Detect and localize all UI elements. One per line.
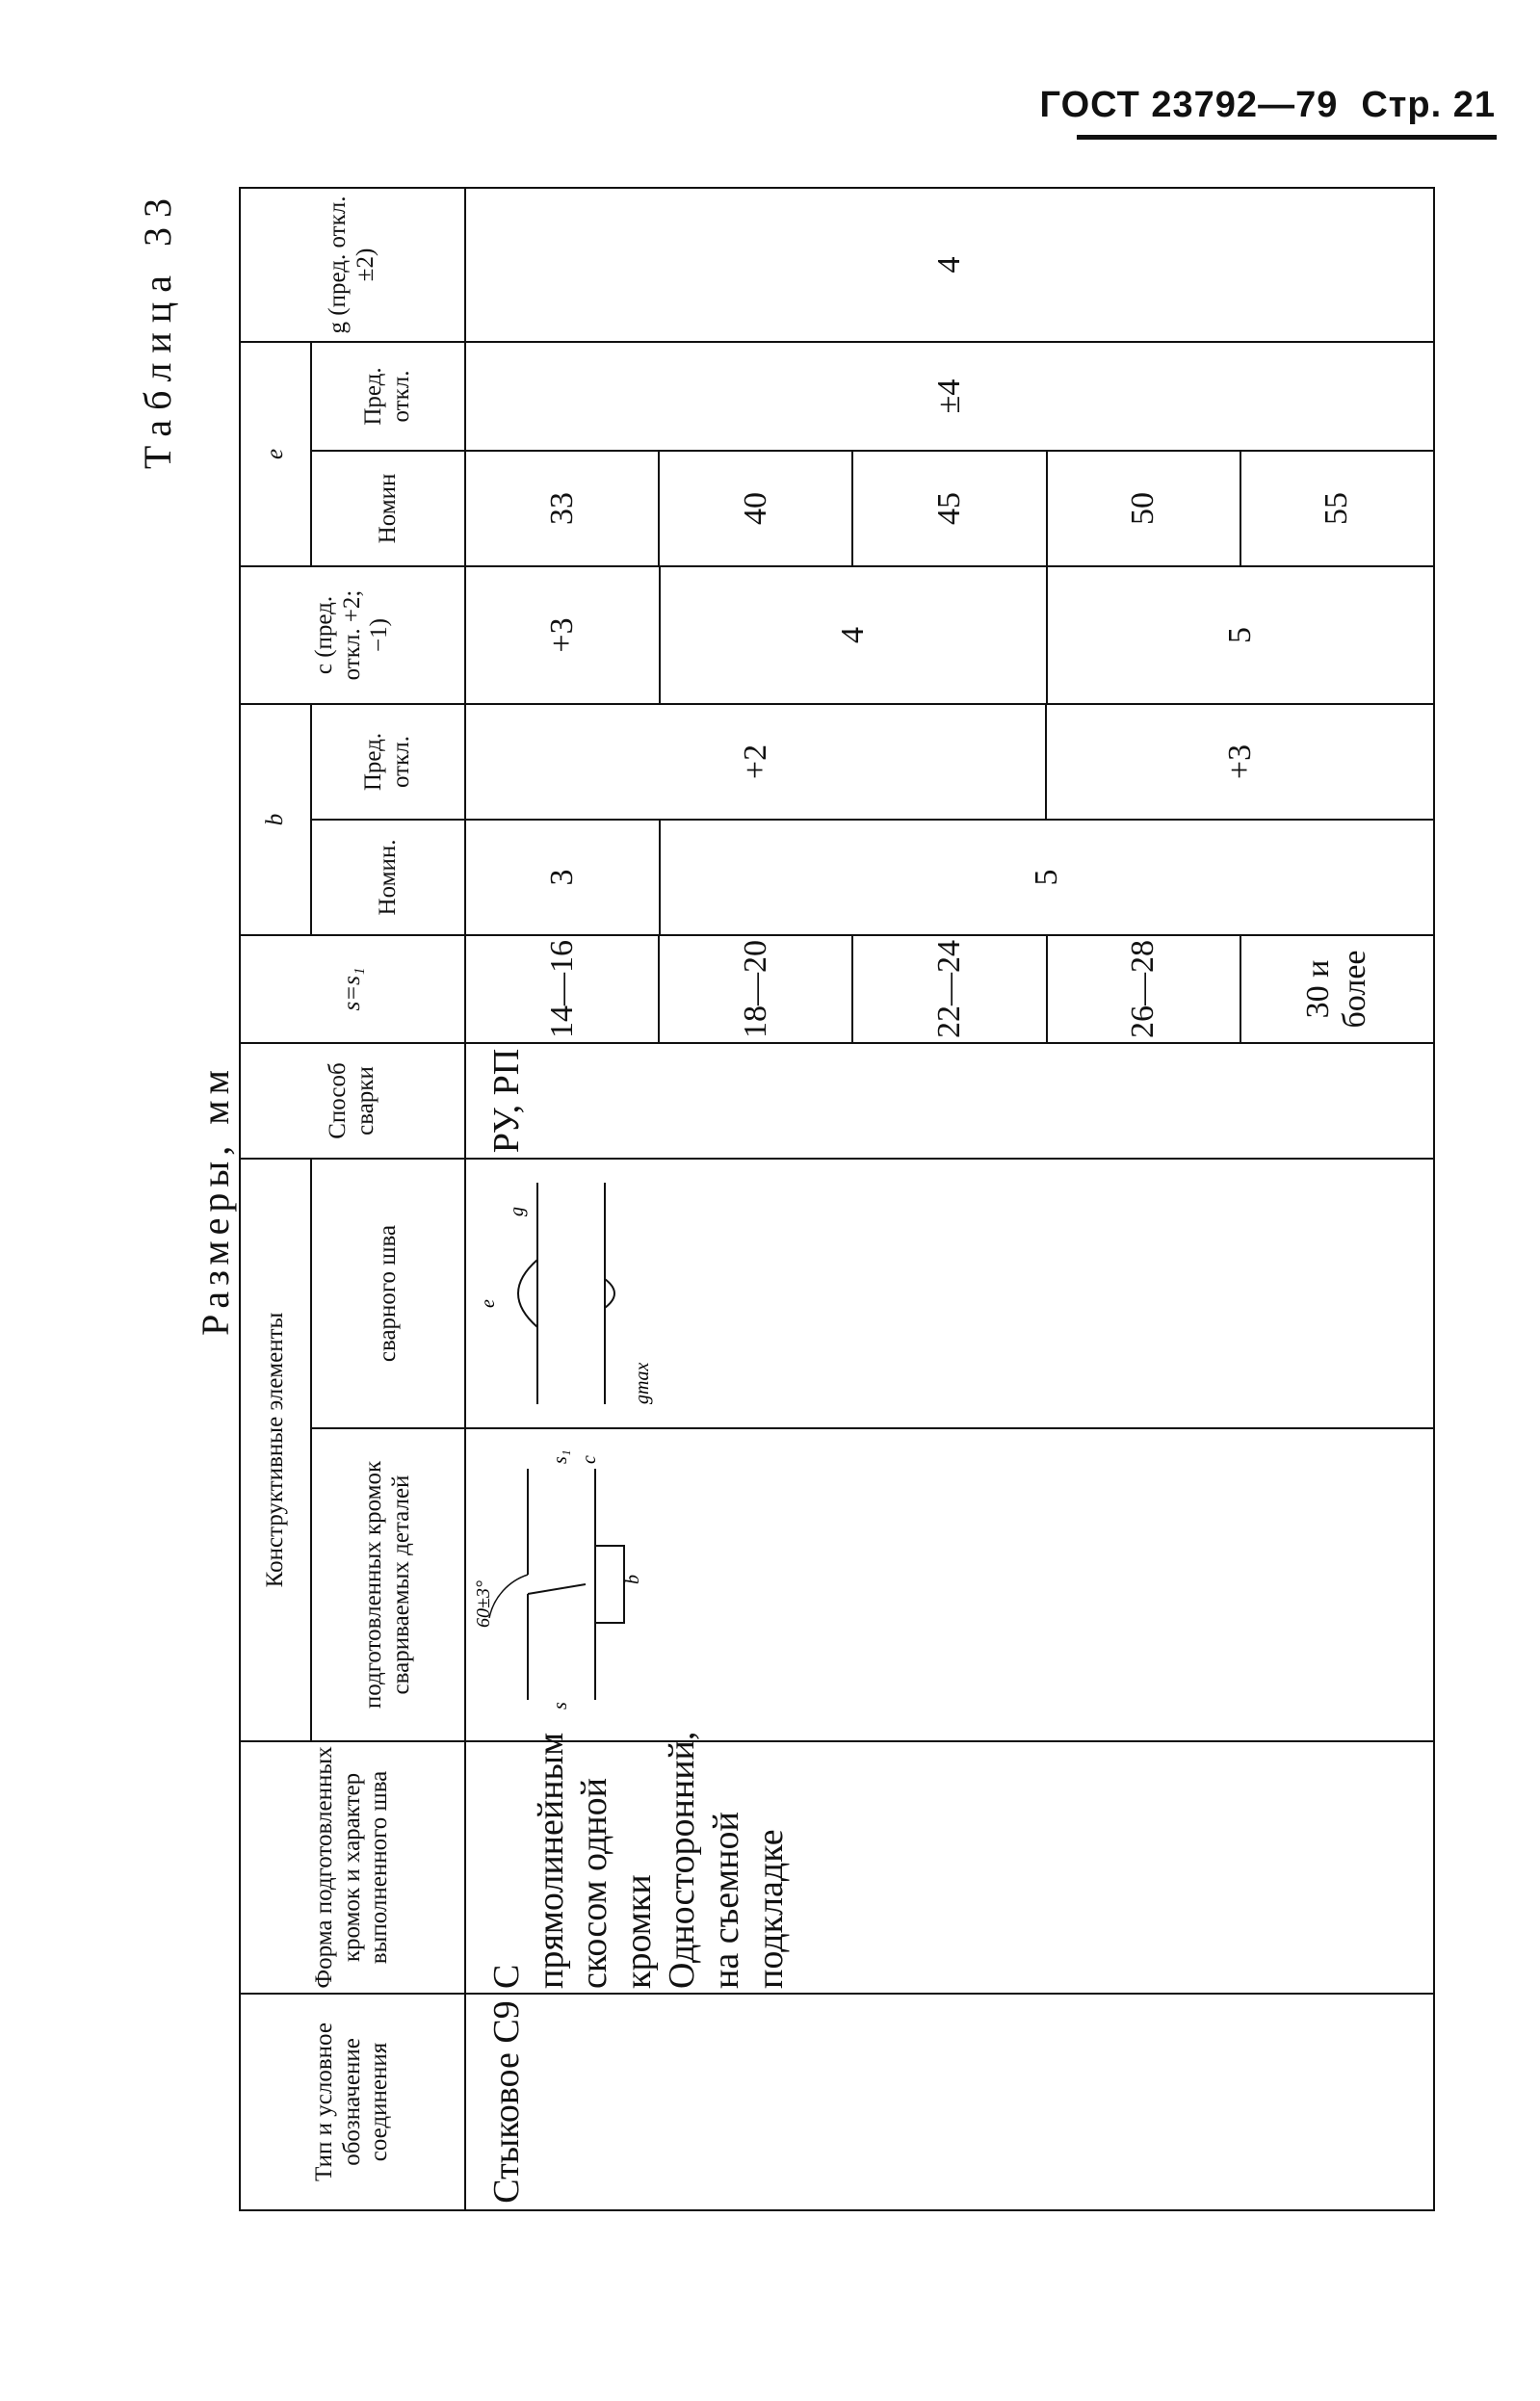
col-s-header: s=s₁	[240, 935, 465, 1043]
table-subtitle: Размеры, мм	[194, 1064, 237, 1336]
col-c-header: c (пред. откл. +2; −1)	[240, 566, 465, 704]
col-g-header: g (пред. откл. ±2)	[240, 188, 465, 342]
cell-e-nomin	[465, 451, 1434, 566]
s-value-2: 18—20	[658, 936, 851, 1042]
cell-g	[465, 188, 1434, 342]
e-nomin-1: 33	[543, 492, 580, 525]
angle-label: 60±3°	[473, 1580, 494, 1629]
c-value-3: 5	[1046, 567, 1433, 703]
c-value-1: +3	[544, 617, 580, 653]
e-nomin-5: 55	[1240, 452, 1433, 565]
cell-method	[465, 1043, 1434, 1159]
e-nomin-4: 50	[1046, 452, 1240, 565]
reinforcement-g-label: g	[507, 1207, 528, 1216]
prepared-edges-drawing	[470, 1441, 720, 1730]
col-b-header: b	[240, 704, 311, 935]
col-construct-header: Конструктивные элементы	[240, 1159, 311, 1741]
b-nomin-2: 5	[659, 821, 1433, 934]
page-number: Стр. 21	[1361, 85, 1496, 125]
weld-seam-drawing	[470, 1163, 720, 1423]
col-e-nomin-header: Номин	[311, 451, 465, 566]
type-value: Стыковое С9	[486, 2000, 527, 2204]
cell-form	[465, 1731, 1434, 1994]
rotated-table-area	[135, 189, 1502, 2211]
e-nomin-3: 45	[851, 452, 1045, 565]
gmax-label: gmax	[632, 1362, 653, 1404]
header-rule	[1077, 135, 1497, 140]
thickness-s1-label: s₁	[550, 1449, 571, 1465]
thickness-s-label: s	[550, 1702, 571, 1710]
cell-weld-drawing	[465, 1159, 1434, 1428]
e-nomin-2: 40	[658, 452, 851, 565]
col-prepared-header: подготовленных кромок свариваемых деталей	[311, 1428, 465, 1741]
cell-e-pred	[465, 342, 1434, 451]
b-pred-1: +2	[737, 744, 773, 780]
standard-number: ГОСТ 23792—79	[1039, 85, 1339, 125]
page-header	[1040, 85, 1496, 126]
cell-b-pred	[465, 704, 1434, 820]
col-weld-header: сварного шва	[311, 1159, 465, 1428]
col-method-header: Способ сварки	[240, 1043, 465, 1159]
s-value-1: 14—16	[543, 940, 580, 1038]
cell-prepared-drawing	[465, 1428, 1434, 1741]
form-value: С прямолинейным скосом одной кромки Односторонний, на съемной подкладке	[486, 1731, 791, 1989]
b-pred-2: +3	[1045, 705, 1433, 819]
col-e-pred-header: Пред. откл.	[311, 342, 465, 451]
cell-c-values	[465, 566, 1434, 704]
s-value-5: 30 и более	[1240, 936, 1433, 1042]
method-value: РУ, РП	[486, 1048, 527, 1154]
weld-width-e-label: e	[478, 1299, 499, 1308]
root-c-label: c	[579, 1455, 600, 1465]
gap-b-label: b	[622, 1575, 643, 1585]
cell-type	[465, 1994, 1434, 2210]
cell-b-nomin	[465, 820, 1434, 935]
b-nomin-1: 3	[544, 869, 581, 886]
col-type-header: Тип и условное обозначение соединения	[240, 1994, 465, 2210]
g-value: 4	[931, 256, 967, 274]
col-e-header: e	[240, 342, 311, 566]
s-value-4: 26—28	[1046, 936, 1240, 1042]
col-b-pred-header: Пред. откл.	[311, 704, 465, 820]
s-value-3: 22—24	[851, 936, 1045, 1042]
table-label: Таблица 33	[136, 189, 179, 470]
col-b-nomin-header: Номин.	[311, 820, 465, 935]
col-form-header: Форма подготовленных кромок и характер выполненного шва	[240, 1741, 465, 1994]
dimensions-table	[239, 187, 1435, 2211]
c-value-2: 4	[659, 567, 1046, 703]
e-pred-value: ±4	[931, 378, 967, 414]
cell-s-values	[465, 935, 1434, 1043]
